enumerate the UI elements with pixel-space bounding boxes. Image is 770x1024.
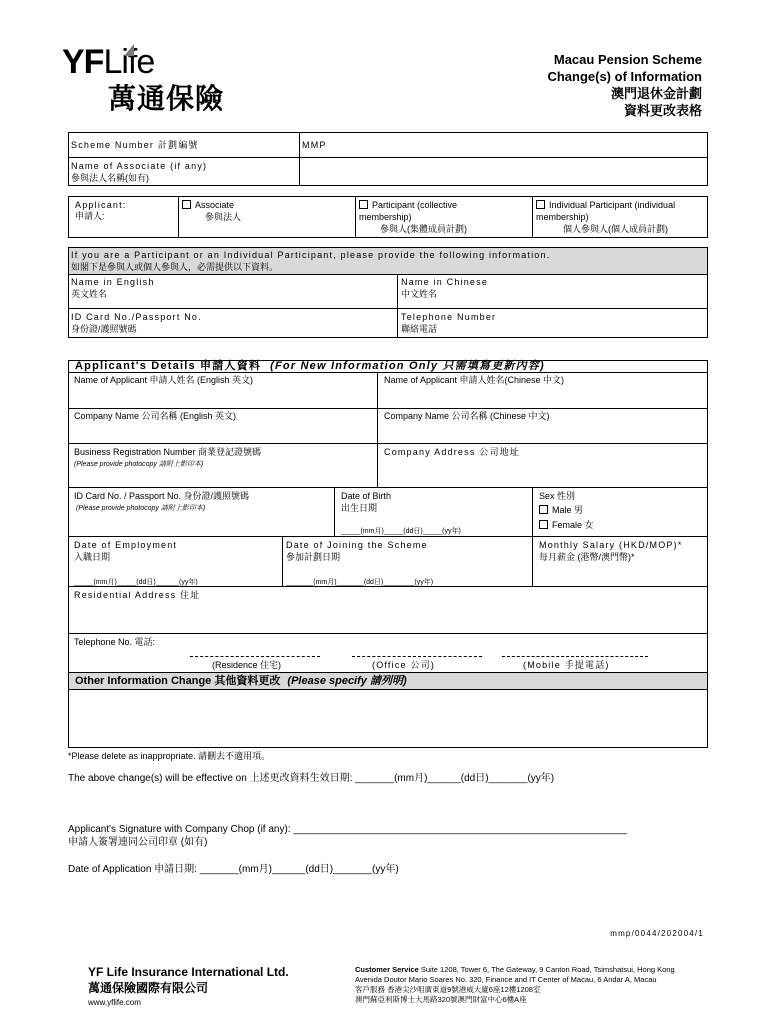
- option-female-label: Female 女: [552, 520, 594, 530]
- dob-label-zh: 出生日期: [341, 503, 378, 513]
- sex-label: Sex 性別: [539, 491, 576, 501]
- form-title: [547, 51, 702, 119]
- applicant-details-title: Applicant's Details 申請人資料: [75, 360, 262, 372]
- scheme-number-value[interactable]: MMP: [302, 140, 327, 150]
- applicant-name-zh-label: Name of Applicant 申請人姓名(Chinese 中文): [384, 375, 565, 385]
- telephone-number-label-zh: 聯絡電話: [401, 324, 438, 334]
- joining-date-label: Date of Joining the Scheme: [286, 540, 428, 550]
- associate-name-field[interactable]: [300, 158, 707, 185]
- scheme-number-label: Scheme Number 計劃編號: [71, 140, 199, 150]
- name-english-label: Name in English: [71, 277, 155, 287]
- id-card-label-zh: 身份證/護照號碼: [71, 324, 137, 334]
- applicant-name-en-label: Name of Applicant 申請人姓名 (English 英文): [74, 375, 254, 385]
- associate-name-label-zh: 參與法人名稱(如有): [71, 173, 149, 183]
- form-code: mmp/0044/202004/1: [610, 929, 704, 938]
- applicant-signature-zh: 申請人簽署連同公司印章 (如有): [68, 837, 208, 848]
- checkbox-female[interactable]: [539, 520, 548, 529]
- option-participant[interactable]: [359, 200, 457, 211]
- company-address-label: Company Address 公司地址: [384, 447, 521, 457]
- salary-label-zh: 每月薪金 (港幣/澳門幣)*: [539, 552, 635, 562]
- logo-accent-icon: [124, 44, 134, 56]
- other-info-note: (Please specify 請列明): [287, 675, 407, 687]
- cs-address-hk: Suite 1208, Tower 6, The Gateway, 9 Canton Road, Tsimshatsui, Hong Kong: [420, 965, 675, 974]
- other-info-title: Other Information Change 其他資料更改: [75, 675, 281, 687]
- title-zh-2: 資料更改表格: [623, 103, 702, 118]
- telephone-number-label: Telephone Number: [401, 312, 497, 322]
- customer-service: [355, 965, 675, 1005]
- tel-office-line[interactable]: [352, 656, 482, 657]
- company-website[interactable]: www.yflife.com: [88, 998, 141, 1007]
- telephone-label: Telephone No. 電話:: [74, 637, 156, 647]
- other-info-header: [75, 675, 407, 687]
- delete-note: *Please delete as inappropriate. 請刪去不適用項。: [68, 751, 271, 761]
- option-participant-label: Participant (collective: [372, 200, 458, 210]
- tel-mobile-line[interactable]: [502, 656, 648, 657]
- company-logo: [62, 44, 242, 124]
- applicant-label: Applicant:: [75, 200, 127, 210]
- option-individual-label: Individual Participant (individual: [549, 200, 676, 210]
- other-info-field[interactable]: [69, 690, 707, 747]
- option-male-label: Male 男: [552, 505, 584, 515]
- business-reg-note: (Please provide photocopy 請附上影印本): [74, 461, 204, 468]
- participant-section-header-zh: 如閣下是參與人或個人參與人，必需提供以下資料。: [71, 262, 279, 272]
- logo-wordmark: YFLife: [62, 43, 155, 81]
- tel-residence-label: (Residence 住宅): [212, 660, 282, 670]
- applicant-id-note: (Please provide photocopy 請附上影印本): [76, 505, 206, 512]
- dob-label: Date of Birth: [341, 491, 392, 501]
- business-reg-label: Business Registration Number 商業登記證號碼: [74, 447, 262, 457]
- cs-line-3: 客戶服務 香港尖沙咀廣東道9號港威大廈6座12樓1208室: [355, 985, 541, 994]
- effective-date[interactable]: The above change(s) will be effective on 上述更改資料生效日期: _______(mm月)______(dd日)_______(yy年): [68, 773, 555, 784]
- residential-address-label: Residential Address 住址: [74, 590, 201, 600]
- option-associate[interactable]: [182, 200, 234, 211]
- option-individual-label-b: membership): [536, 212, 589, 222]
- applicant-signature[interactable]: Applicant's Signature with Company Chop (if any): ____________________________________________________________: [68, 824, 628, 835]
- tel-mobile-label: (Mobile 手提電話): [523, 660, 610, 670]
- option-participant-label-b: membership): [359, 212, 412, 222]
- cs-label: Customer Service: [355, 965, 419, 974]
- option-associate-zh: 參與法人: [205, 212, 242, 222]
- name-chinese-label-zh: 中文姓名: [401, 289, 438, 299]
- cs-line-1: [355, 965, 675, 975]
- applicant-details-note: (For New Information Only 只需填寫更新內容): [270, 360, 545, 372]
- tel-residence-line[interactable]: [190, 656, 320, 657]
- option-female[interactable]: [539, 520, 594, 531]
- checkbox-male[interactable]: [539, 505, 548, 514]
- applicant-details-header: [75, 361, 545, 372]
- company-name-en: YF Life Insurance International Ltd.: [88, 965, 289, 979]
- option-associate-label: Associate: [195, 200, 235, 210]
- cs-line-2: Avenida Doutor Mario Soares No. 320, Finance and IT Center of Macau, 6 Andar A, Macau: [355, 975, 657, 984]
- title-en-2: Change(s) of Information: [547, 69, 702, 84]
- associate-name-label: Name of Associate (if any): [71, 161, 208, 171]
- cs-line-4: 澳門蘇亞利斯博士大馬路320號澳門財富中心6樓A座: [355, 995, 527, 1004]
- option-male[interactable]: [539, 505, 583, 516]
- option-individual[interactable]: [536, 200, 675, 211]
- title-zh-1: 澳門退休金計劃: [610, 86, 702, 101]
- employment-date-label: Date of Employment: [74, 540, 178, 550]
- checkbox-participant[interactable]: [359, 200, 368, 209]
- title-en-1: Macau Pension Scheme: [553, 52, 702, 67]
- option-individual-zh: 個人參與人(個人成員計劃): [563, 224, 668, 234]
- employment-date-label-zh: 入職日期: [74, 552, 111, 562]
- checkbox-associate[interactable]: [182, 200, 191, 209]
- dob-field[interactable]: _____(mm月)_____(dd日)_____(yy年): [341, 528, 461, 535]
- name-english-label-zh: 英文姓名: [71, 289, 108, 299]
- joining-date-label-zh: 參加計劃日期: [286, 552, 341, 562]
- company-name-zh-label: Company Name 公司名稱 (Chinese 中文): [384, 411, 550, 421]
- application-date[interactable]: Date of Application 申請日期: _______(mm月)______(dd日)_______(yy年): [68, 864, 399, 875]
- applicant-label-zh: 申請人:: [75, 211, 105, 221]
- applicant-id-label: ID Card No. / Passport No. 身份證/護照號碼: [74, 491, 250, 501]
- id-card-label: ID Card No./Passport No.: [71, 312, 202, 322]
- logo-chinese: 萬通保險: [108, 83, 225, 114]
- participant-section-header: If you are a Participant or an Individual Participant, please provide the following information.: [71, 250, 551, 260]
- employment-date-field[interactable]: _____(mm月)_____(dd日)______(yy年): [74, 579, 198, 586]
- salary-label: Monthly Salary (HKD/MOP)*: [539, 540, 683, 550]
- name-chinese-label: Name in Chinese: [401, 277, 489, 287]
- checkbox-individual[interactable]: [536, 200, 545, 209]
- option-participant-zh: 參與人(集體成員計劃): [380, 224, 467, 234]
- company-name-en-label: Company Name 公司名稱 (English 英文): [74, 411, 237, 421]
- company-name-zh: 萬通保險國際有限公司: [88, 981, 209, 995]
- tel-office-label: (Office 公司): [372, 660, 436, 670]
- joining-date-field[interactable]: _______(mm月)_______(dd日)________(yy年): [286, 579, 434, 586]
